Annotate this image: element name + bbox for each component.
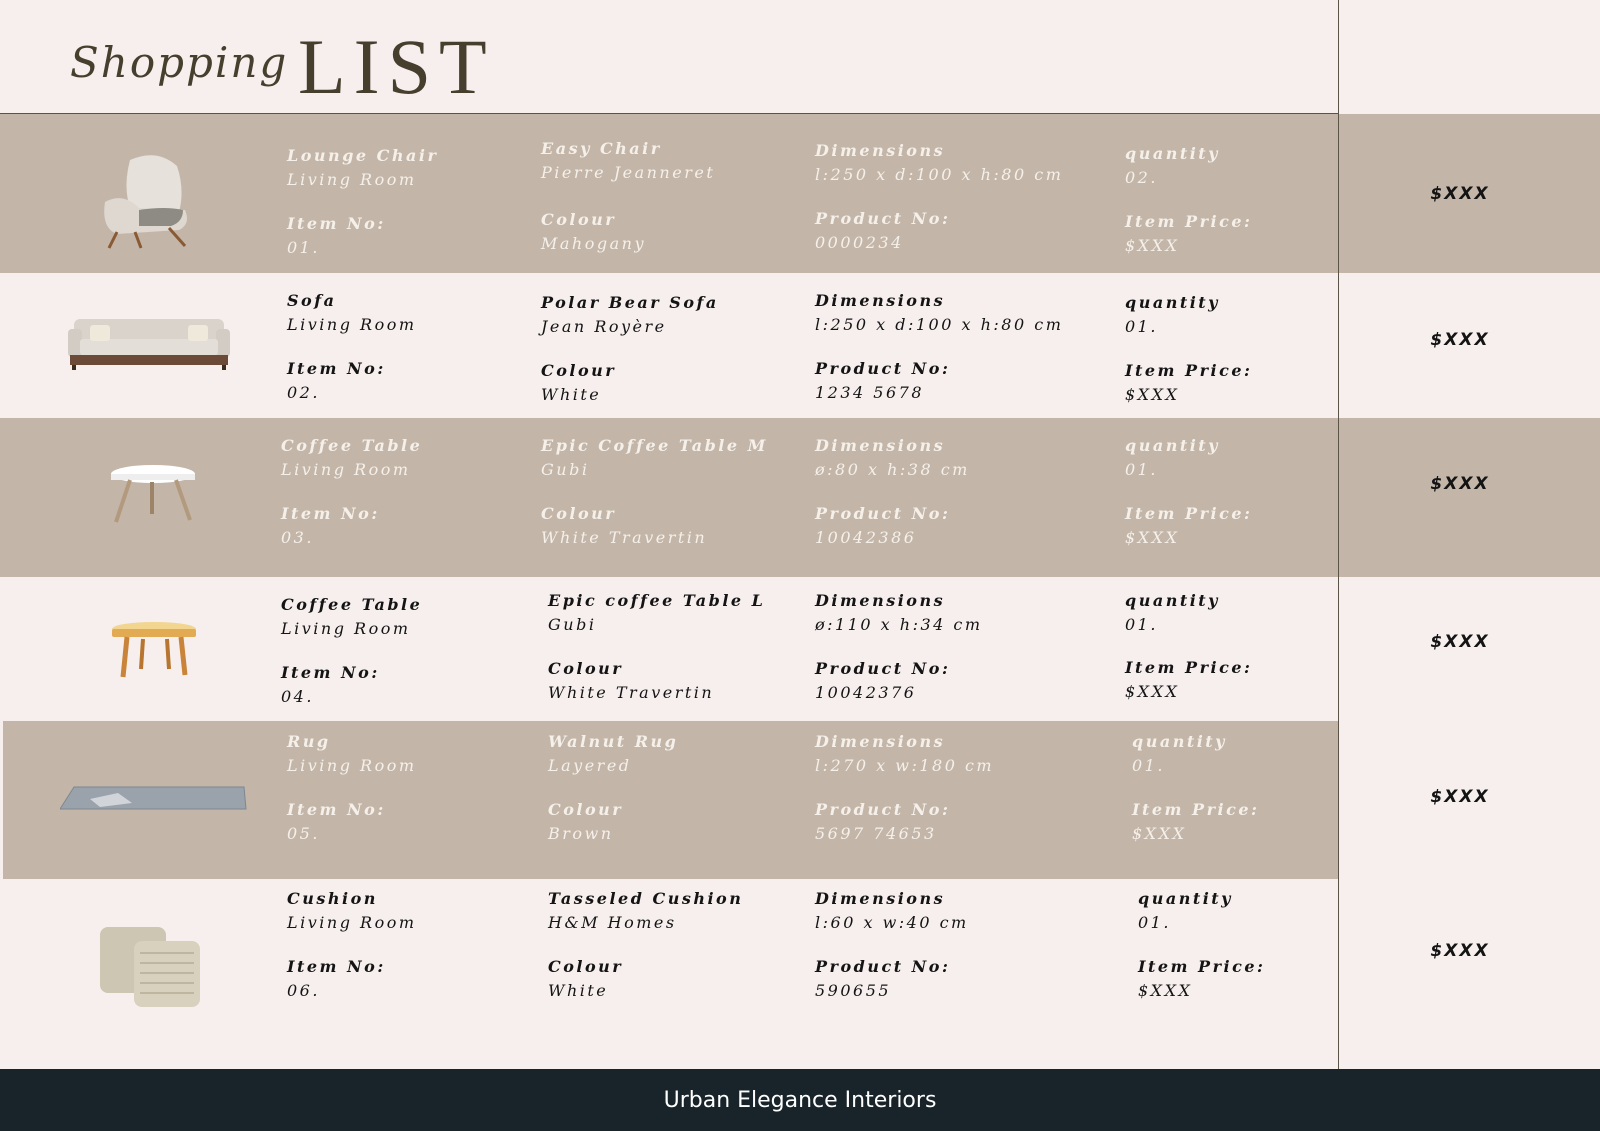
colour-label: Colour <box>548 659 624 678</box>
quantity-label: quantity <box>1125 293 1220 312</box>
item-no-label: Item No: <box>281 504 380 523</box>
item-no-label: Item No: <box>287 957 386 976</box>
dimensions-label: Dimensions <box>815 591 946 610</box>
row-total-price: $XXX <box>1430 941 1490 961</box>
item-price-label: Item Price: <box>1125 212 1253 231</box>
item-designer: Jean Royère <box>541 317 667 336</box>
colour-label: Colour <box>541 210 617 229</box>
product-no-label: Product No: <box>815 800 951 819</box>
item-no-label: Item No: <box>287 359 386 378</box>
quantity-value: 01. <box>1125 317 1158 336</box>
lounge-chair-icon <box>95 150 205 250</box>
dimensions-label: Dimensions <box>815 141 946 160</box>
item-room: Living Room <box>281 460 411 479</box>
product-no-value: 10042386 <box>815 528 917 547</box>
product-no-value: 10042376 <box>815 683 917 702</box>
item-category: Cushion <box>287 889 378 908</box>
item-price-label: Item Price: <box>1125 361 1253 380</box>
item-category: Lounge Chair <box>287 146 439 165</box>
dimensions-label: Dimensions <box>815 889 946 908</box>
colour-label: Colour <box>548 800 624 819</box>
dimensions-label: Dimensions <box>815 732 946 751</box>
sofa-icon <box>68 315 230 371</box>
product-no-label: Product No: <box>815 957 951 976</box>
quantity-label: quantity <box>1125 591 1220 610</box>
coffee-table-white-icon <box>108 464 198 524</box>
row-total-price: $XXX <box>1430 330 1490 350</box>
item-no-value: 03. <box>281 528 314 547</box>
page-title: LIST <box>298 23 495 110</box>
list-item <box>0 418 1600 577</box>
title-script: Shopping <box>70 38 289 87</box>
page-header <box>0 0 1338 113</box>
item-price-label: Item Price: <box>1132 800 1260 819</box>
colour-label: Colour <box>548 957 624 976</box>
row-total-price: $XXX <box>1430 787 1490 807</box>
item-model: Epic Coffee Table M <box>541 436 768 455</box>
item-designer: Gubi <box>541 460 590 479</box>
quantity-label: quantity <box>1132 732 1227 751</box>
item-room: Living Room <box>287 315 417 334</box>
item-model: Polar Bear Sofa <box>541 293 719 312</box>
row-total-price: $XXX <box>1430 474 1490 494</box>
dimensions-label: Dimensions <box>815 436 946 455</box>
colour-value: Mahogany <box>541 234 646 253</box>
item-no-value: 02. <box>287 383 320 402</box>
colour-label: Colour <box>541 361 617 380</box>
item-price-value: $XXX <box>1125 385 1180 404</box>
item-category: Sofa <box>287 291 337 310</box>
list-item <box>0 273 1600 418</box>
item-designer: Gubi <box>548 615 597 634</box>
dimensions-label: Dimensions <box>815 291 946 310</box>
item-no-label: Item No: <box>287 214 386 233</box>
dimensions-value: l:250 x d:100 x h:80 cm <box>815 315 1064 334</box>
quantity-value: 01. <box>1125 460 1158 479</box>
dimensions-value: ø:80 x h:38 cm <box>815 460 970 479</box>
item-price-value: $XXX <box>1125 236 1180 255</box>
item-price-value: $XXX <box>1125 682 1180 701</box>
item-price-label: Item Price: <box>1125 504 1253 523</box>
item-room: Living Room <box>281 619 411 638</box>
list-item <box>0 879 1600 1069</box>
item-model: Epic coffee Table L <box>548 591 766 610</box>
list-item <box>0 577 1600 721</box>
footer-brand: Urban Elegance Interiors <box>663 1087 937 1113</box>
item-price-label: Item Price: <box>1138 957 1266 976</box>
quantity-value: 01. <box>1125 615 1158 634</box>
list-item <box>0 114 1600 273</box>
dimensions-value: ø:110 x h:34 cm <box>815 615 983 634</box>
item-price-value: $XXX <box>1138 981 1193 1000</box>
item-price-value: $XXX <box>1132 824 1187 843</box>
item-category: Rug <box>287 732 331 751</box>
quantity-value: 01. <box>1132 756 1165 775</box>
quantity-value: 02. <box>1125 168 1158 187</box>
coffee-table-wood-icon <box>111 621 197 679</box>
colour-label: Colour <box>541 504 617 523</box>
item-price-label: Item Price: <box>1125 658 1253 677</box>
item-designer: Pierre Jeanneret <box>541 163 716 182</box>
item-price-value: $XXX <box>1125 528 1180 547</box>
product-no-value: 590655 <box>815 981 892 1000</box>
quantity-value: 01. <box>1138 913 1171 932</box>
list-item <box>0 721 1600 879</box>
product-no-label: Product No: <box>815 359 951 378</box>
item-designer: H&M Homes <box>548 913 677 932</box>
rug-icon <box>60 785 248 813</box>
colour-value: White Travertin <box>541 528 708 547</box>
quantity-label: quantity <box>1125 144 1220 163</box>
dimensions-value: l:250 x d:100 x h:80 cm <box>815 165 1064 184</box>
item-model: Easy Chair <box>541 139 662 158</box>
product-no-value: 1234 5678 <box>815 383 925 402</box>
cushion-icon <box>98 925 204 1011</box>
colour-value: White <box>548 981 609 1000</box>
item-model: Walnut Rug <box>548 732 679 751</box>
row-total-price: $XXX <box>1430 632 1490 652</box>
product-no-value: 5697 74653 <box>815 824 937 843</box>
product-no-label: Product No: <box>815 659 951 678</box>
item-designer: Layered <box>548 756 632 775</box>
product-no-label: Product No: <box>815 504 951 523</box>
colour-value: White Travertin <box>548 683 715 702</box>
item-no-value: 01. <box>287 238 320 257</box>
item-room: Living Room <box>287 170 417 189</box>
quantity-label: quantity <box>1125 436 1220 455</box>
product-no-label: Product No: <box>815 209 951 228</box>
item-no-value: 05. <box>287 824 320 843</box>
product-no-value: 0000234 <box>815 233 904 252</box>
dimensions-value: l:60 x w:40 cm <box>815 913 969 932</box>
colour-value: White <box>541 385 602 404</box>
colour-value: Brown <box>548 824 614 843</box>
footer-bar <box>0 1069 1600 1131</box>
item-room: Living Room <box>287 756 417 775</box>
item-category: Coffee Table <box>281 595 423 614</box>
item-no-label: Item No: <box>281 663 380 682</box>
item-room: Living Room <box>287 913 417 932</box>
item-model: Tasseled Cushion <box>548 889 744 908</box>
item-no-label: Item No: <box>287 800 386 819</box>
item-category: Coffee Table <box>281 436 423 455</box>
quantity-label: quantity <box>1138 889 1233 908</box>
item-no-value: 04. <box>281 687 314 706</box>
dimensions-value: l:270 x w:180 cm <box>815 756 995 775</box>
row-total-price: $XXX <box>1430 184 1490 204</box>
item-no-value: 06. <box>287 981 320 1000</box>
